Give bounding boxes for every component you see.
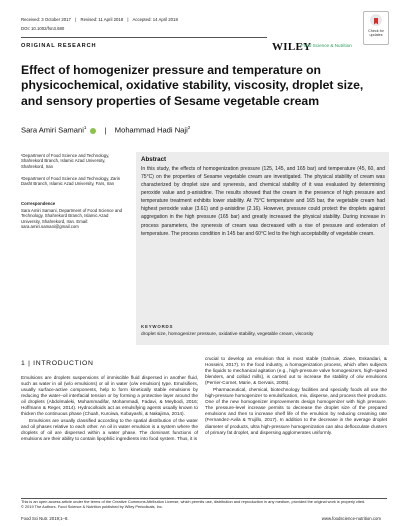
paragraph: crucial to develop an emulsion that is most stable (Gahruie, Ziaee, Eskandari, & Hosseini, 2017). In the food industry, a homogenization process, which often subjects the liquids to mechanical agitation (e.g., high-pressure valve homogenizers, high-speed blenders, and colloid mills), is carried out to increase the stability of o/w emulsions (Perrier-Cornet, Marie, & Gervais, 2005). xyxy=(205,356,387,386)
paragraph: Emulsions are droplets suspensions of immiscible fluid dispersed in another fluid, such as water in oil (w/o emulsions) or oil in water (o/w emulsion) type. Emulsifiers, usually surface-active components, help to form kinetically stable emulsions by reducing the water–oil interfacial tension or by forming a protective layer around the oil droplets (Abdolmaleki, Mohammadifar, Mohammadi, Fadavi, & Meybodi, 2016; Hoffmann & Reger, 2014). Hydrocolloids act as emulsifying agents usually known to thicken the continuous phase (Chuah, Kuroiwa, Kobayashi, & Nakajima, 2014). xyxy=(21,375,198,417)
copyright-text: © 2019 The Authors. Food Science & Nutrition published by Wiley Periodicals, Inc. xyxy=(21,503,163,509)
bookmark-icon xyxy=(370,14,382,26)
author-2-affil: 2 xyxy=(187,125,191,130)
author-2[interactable]: Mohammad Hadi Naji xyxy=(114,125,188,135)
article-title: Effect of homogenizer pressure and temperature on physicochemical, oxidative stability, viscosity, droplet size, and sensory properties of Sesame vegetable cream xyxy=(21,63,364,108)
author-1[interactable]: Sara Amiri Samani xyxy=(21,125,84,135)
revised-date: Revised: 11 April 2018 xyxy=(80,17,124,22)
section-label: ORIGINAL RESEARCH xyxy=(21,43,97,49)
body-column-right xyxy=(205,356,387,436)
paragraph: Pharmaceutical, chemical, biotechnology facilities and specially foods all use the high-pressure homogenizer to emulsification, mix, disperse, and process their products. One of the new homogenizer improvements design homogenizer with high pressure. The pressure-level increase permits to decrease the droplet size of the prepared emulsions and then to increase shelf life of the emulsion by reducing creaming rate (Fernandez-Avila & Trujillo, 2017). In addition to the decrease in the average droplet diameter of products, ultra high-pressure homogenization can also deflocculate clusters of primary fat droplet, and dispersing agglomerates uniformly. xyxy=(205,387,387,435)
header-divider xyxy=(21,37,267,38)
abstract-heading: Abstract xyxy=(141,156,167,163)
paragraph: Emulsions are usually classified according to the spatial distribution of the water and oil phases relative to each other. An oil in water emulsion is a system where the droplets of oil are dispersed within a water phase. The dominant functions of emulsions are their ability to contain lipophilic ingredients into food system. Thus, it is xyxy=(21,418,198,442)
citation: Food Sci Nutr. 2019;1–8. xyxy=(21,516,69,521)
license-text: This is an open access article under the terms of the Creative Commons Attribution License, which permits use, distribution and reproduction in any medium, provided the original work is properly cited. xyxy=(21,499,366,504)
abstract-text: In this study, the effects of homogenization pressure (125, 145, and 165 bar) and temperature (45, 60, and 75°C) on the properties of Sesame vegetable cream are investigated. The physical stability of cream was characterized by droplet size and syneresis, and chemical stability of it was evaluated by determining peroxide value and p-anisidine. The results showed that the cream in the presence of high pressure and temperature treatment exhibits lower stability. At 75°C temperature and 165 bar, the vegetable cream had highest peroxide value (3.61) and p-anisidine (2.16). However, pressure could protect the droplets against aggregation in the high pressure (165 bar) and greatly increased the physical stability. During increase in process parameters, the syneresis of cream was decreased with a rise of pressure and extension of temperature. The process condition in 145 bar and 60°C led to the high acceptability of vegetable cream. xyxy=(141,166,385,237)
affiliation-1: ¹Department of Food Science and Technology, Shahrekord Branch, Islamic Azad University, Shahrekord, Iran xyxy=(21,153,110,169)
article-dates: Received: 3 October 2017 | Revised: 11 April 2018 | Accepted: 14 April 2018 xyxy=(21,17,178,22)
journal-name[interactable]: Food Science & Nutrition xyxy=(301,43,352,48)
author-separator: | xyxy=(104,125,107,135)
author-list xyxy=(21,125,190,135)
received-date: Received: 3 October 2017 xyxy=(21,17,71,22)
accepted-date: Accepted: 14 April 2018 xyxy=(132,17,178,22)
correspondence-text: Sara Amiri Samani, Department of Food Science and Technology, Shahrekord Branch, Islamic Azad University, Shahrekord, Iran. Email: sara.amiri.samani@gmail.com xyxy=(21,208,123,230)
correspondence-label: Correspondence xyxy=(21,201,56,206)
keywords-heading: KEYWORDS xyxy=(141,324,174,329)
check-for-updates-badge[interactable] xyxy=(363,11,389,45)
doi[interactable]: DOI: 10.1002/fsn3.680 xyxy=(21,26,65,31)
badge-label: Check for updates xyxy=(368,29,384,38)
body-column-left xyxy=(21,375,198,443)
page-footer xyxy=(21,516,381,521)
keywords-text: droplet size, homogenizer pressure, oxidative stability, vegetable cream, viscosity xyxy=(141,332,314,337)
affiliation-2: ²Department of Food Science and Technology, Zarin Dasht Branch, Islamic Azad University, Fars, Iran xyxy=(21,176,121,187)
publisher-logo[interactable]: WILEY xyxy=(272,41,312,53)
introduction-heading: 1 | INTRODUCTION xyxy=(21,360,94,367)
orcid-icon[interactable] xyxy=(90,128,96,134)
license-note xyxy=(21,500,381,509)
author-1-affil: 1 xyxy=(83,125,87,130)
journal-url[interactable]: www.foodscience-nutrition.com xyxy=(321,516,381,521)
